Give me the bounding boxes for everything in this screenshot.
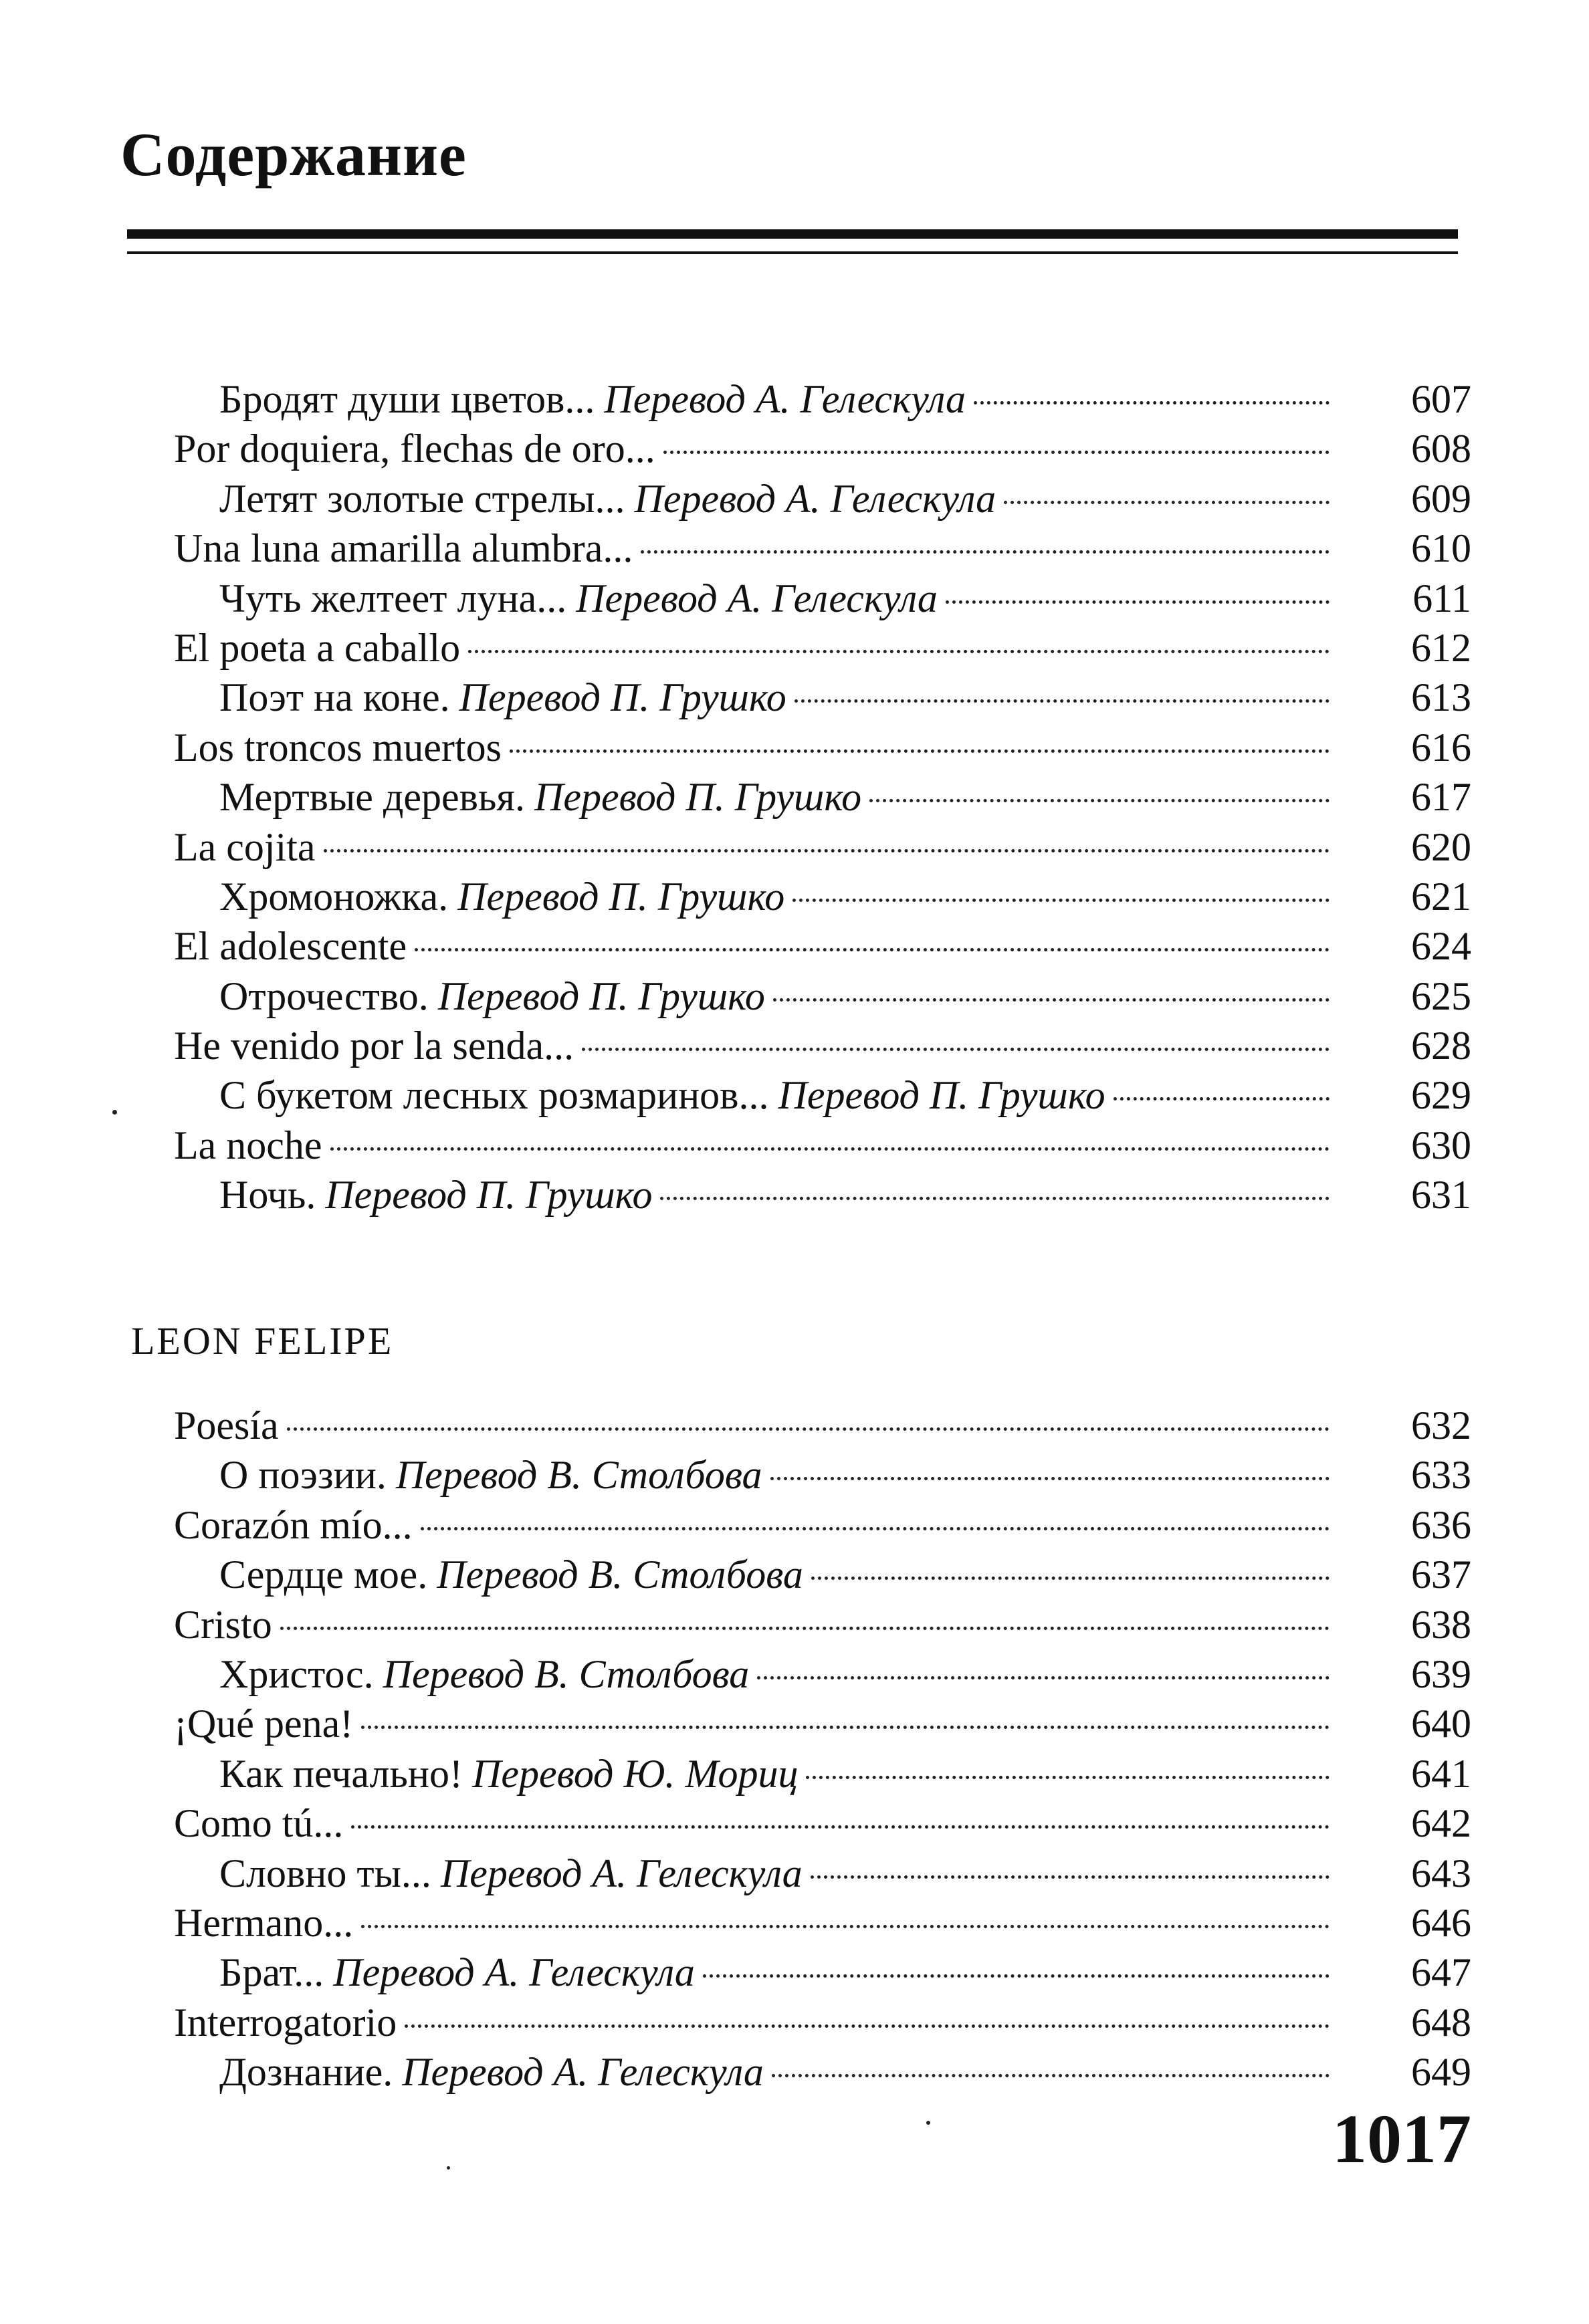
toc-entry-page: 613 [1411, 675, 1471, 720]
toc-entry-translator: Перевод П. Грушко [437, 973, 765, 1018]
toc-entry-page: 629 [1411, 1073, 1471, 1118]
toc-entry-text [174, 1998, 397, 2047]
page-title: Содержание [120, 120, 467, 189]
toc-entry-translator: Перевод В. Столбова [395, 1453, 762, 1498]
toc-entry-text [174, 524, 633, 573]
toc-entry [0, 1749, 1471, 1798]
toc-entry-translator: Перевод Ю. Мориц [471, 1751, 799, 1796]
toc-entry [0, 772, 1471, 822]
toc-entry-page: 625 [1411, 973, 1471, 1018]
toc-entry [0, 921, 1471, 971]
toc-entry-text [174, 1600, 272, 1649]
dot-leader [869, 799, 1330, 802]
dot-leader [811, 1577, 1330, 1580]
toc-entry-title: Отрочество. [219, 973, 429, 1018]
toc-entry-title: Una luna amarilla alumbra... [174, 526, 633, 571]
toc-entry-title: Como tú... [174, 1801, 344, 1846]
toc-entry-text [219, 872, 784, 921]
toc-entry-title: Мертвые деревья. [219, 775, 525, 820]
toc-entry [0, 574, 1471, 623]
toc-entry-title: ¡Qué pena! [174, 1702, 354, 1746]
toc-entry-page: 643 [1411, 1851, 1471, 1895]
toc-entry-text [174, 1699, 353, 1748]
toc-entry-title: Los troncos muertos [174, 725, 502, 770]
dot-leader [330, 1147, 1330, 1151]
toc-entry-title: La noche [174, 1123, 322, 1167]
toc-entry-page: 633 [1411, 1453, 1471, 1498]
toc-entry-title: Поэт на коне. [219, 675, 450, 720]
toc-entry-page: 611 [1412, 576, 1471, 620]
page-number: 1017 [1332, 2101, 1471, 2178]
toc-entry-title: Чуть желтеет луна... [219, 576, 567, 620]
dot-leader [415, 948, 1330, 951]
dot-leader [287, 1427, 1330, 1431]
toc-entry [0, 822, 1471, 872]
toc-entry-translator: Перевод П. Грушко [457, 874, 785, 919]
dot-leader [792, 899, 1330, 902]
toc-entry-page: 608 [1411, 427, 1471, 471]
toc-entry-page: 641 [1411, 1751, 1471, 1796]
toc-entry-text [219, 1550, 803, 1599]
toc-entry [0, 1121, 1471, 1170]
dot-leader [405, 2024, 1330, 2028]
toc-entry [0, 1401, 1471, 1450]
toc-entry-title: La cojita [174, 824, 316, 869]
toc-entry-title: Брат... [219, 1950, 324, 1995]
toc-entry-title: С букетом лесных розмаринов... [219, 1073, 769, 1118]
toc-entry-page: 609 [1411, 476, 1471, 521]
toc-entry-page: 647 [1411, 1950, 1471, 1995]
dot-leader [361, 1726, 1330, 1729]
toc-entry-translator: Перевод В. Столбова [437, 1552, 803, 1597]
toc-entry-title: Ночь. [219, 1173, 316, 1217]
toc-list-block-a [0, 374, 1589, 1220]
toc-entry-title: Словно ты... [219, 1851, 431, 1895]
dot-leader [280, 1627, 1330, 1630]
toc-entry-text [174, 1500, 413, 1550]
toc-entry-text [219, 574, 938, 623]
toc-list-block-b [0, 1401, 1589, 2097]
toc-entry-page: 646 [1411, 1900, 1471, 1945]
toc-entry [0, 1550, 1471, 1599]
toc-entry-text [174, 1121, 322, 1170]
scan-speck [112, 1110, 117, 1115]
toc-entry-text [174, 723, 502, 772]
toc-entry [0, 723, 1471, 772]
toc-entry-page: 631 [1411, 1173, 1471, 1217]
toc-entry-page: 610 [1411, 526, 1471, 571]
toc-entry-title: О поэзии. [219, 1453, 387, 1498]
toc-entry-translator: Перевод П. Грушко [534, 775, 862, 820]
toc-entry-text [219, 772, 861, 822]
toc-entry-page: 649 [1411, 2050, 1471, 2095]
toc-entry-text [219, 673, 786, 722]
dot-leader [361, 1925, 1330, 1928]
dot-leader [806, 1776, 1330, 1779]
toc-entry-text [219, 971, 765, 1021]
toc-entry-text [219, 1948, 695, 1997]
toc-entry-text [219, 1749, 798, 1798]
toc-entry-text [219, 374, 966, 424]
toc-entry-text [174, 1401, 279, 1450]
toc-entry-title: Сердце мое. [219, 1552, 428, 1597]
toc-entry [0, 524, 1471, 573]
dot-leader [794, 699, 1330, 703]
toc-entry [0, 1649, 1471, 1699]
dot-leader [946, 600, 1330, 604]
header-rule-thick [127, 229, 1458, 239]
toc-entry-text [219, 1170, 652, 1219]
toc-entry-translator: Перевод А. Гелескула [604, 377, 966, 421]
dot-leader [770, 1477, 1330, 1480]
toc-entry [0, 971, 1471, 1021]
toc-entry-translator: Перевод В. Столбова [383, 1651, 750, 1696]
dot-leader [468, 650, 1330, 653]
toc-entry-title: Как печально! [219, 1751, 463, 1796]
toc-entry-page: 607 [1411, 377, 1471, 421]
toc-entry-page: 628 [1411, 1024, 1471, 1068]
toc-entry-page: 620 [1411, 824, 1471, 869]
toc-entry-text [174, 1898, 353, 1948]
toc-entry-text [219, 1070, 1105, 1120]
scan-speck [447, 2166, 450, 2170]
toc-entry-translator: Перевод А. Гелескула [402, 2050, 764, 2095]
toc-entry-text [219, 474, 996, 524]
toc-entry [0, 1021, 1471, 1070]
toc-entry-title: El poeta a caballo [174, 625, 461, 670]
toc-entry-text [174, 623, 460, 673]
toc-entry-text [174, 1021, 574, 1070]
toc-entry-page: 616 [1411, 725, 1471, 770]
toc-entry [0, 1450, 1471, 1500]
toc-entry-translator: Перевод П. Грушко [325, 1173, 653, 1217]
toc-entry [0, 374, 1471, 424]
header-rule-thin [127, 251, 1458, 254]
toc-entry-text [219, 1450, 762, 1500]
toc-entry-text [174, 822, 316, 872]
toc-entry [0, 1600, 1471, 1649]
toc-entry-translator: Перевод П. Грушко [459, 675, 786, 720]
dot-leader [663, 451, 1330, 454]
toc-entry-page: 612 [1411, 625, 1471, 670]
toc-entry-page: 648 [1411, 2000, 1471, 2045]
toc-entry-title: Por doquiera, flechas de oro... [174, 427, 655, 471]
toc-entry-title: He venido por la senda... [174, 1024, 574, 1068]
toc-entry-text [219, 1649, 749, 1699]
toc-entry-title: Летят золотые стрелы... [219, 476, 625, 521]
toc-entry [0, 424, 1471, 473]
toc-entry-title: Христос. [219, 1651, 374, 1696]
scan-speck [926, 2121, 930, 2125]
toc-entry-title: Poesía [174, 1403, 279, 1447]
dot-leader [772, 2074, 1330, 2077]
toc-entry-title: Хромоножка. [219, 874, 449, 919]
toc-entry-translator: Перевод П. Грушко [778, 1073, 1105, 1118]
toc-entry-page: 640 [1411, 1702, 1471, 1746]
toc-entry [0, 623, 1471, 673]
toc-entry-page: 617 [1411, 775, 1471, 820]
toc-entry-text [219, 2047, 764, 2097]
dot-leader [510, 749, 1330, 753]
toc-entry [0, 1699, 1471, 1748]
toc-entry-page: 637 [1411, 1552, 1471, 1597]
toc-entry-page: 642 [1411, 1801, 1471, 1846]
dot-leader [1114, 1097, 1330, 1100]
toc-entry-text [174, 921, 407, 971]
toc-entry [0, 872, 1471, 921]
dot-leader [703, 1974, 1330, 1978]
toc-entry-title: Бродят души цветов... [219, 377, 595, 421]
dot-leader [582, 1048, 1330, 1051]
toc-entry-title: Interrogatorio [174, 2000, 397, 2045]
toc-entry [0, 1500, 1471, 1550]
toc-entry [0, 1798, 1471, 1848]
toc-entry [0, 2047, 1471, 2097]
dot-leader [641, 550, 1330, 554]
dot-leader [660, 1197, 1330, 1200]
toc-entry [0, 673, 1471, 722]
toc-entry [0, 1998, 1471, 2047]
toc-entry-text [174, 1798, 343, 1848]
toc-entry-text [174, 424, 655, 473]
dot-leader [974, 401, 1330, 404]
toc-entry [0, 1898, 1471, 1948]
dot-leader [421, 1527, 1330, 1530]
toc-entry-page: 621 [1411, 874, 1471, 919]
dot-leader [811, 1875, 1330, 1879]
toc-entry-title: El adolescente [174, 924, 407, 969]
dot-leader [324, 849, 1330, 852]
dot-leader [1004, 501, 1330, 504]
toc-entry-translator: Перевод А. Гелескула [440, 1851, 803, 1895]
toc-entry-translator: Перевод А. Гелескула [634, 476, 996, 521]
toc-entry [0, 1170, 1471, 1219]
toc-entry-page: 638 [1411, 1602, 1471, 1647]
toc-entry [0, 1948, 1471, 1997]
section-title: LEON FELIPE [131, 1319, 394, 1363]
toc-entry-page: 636 [1411, 1502, 1471, 1547]
dot-leader [351, 1825, 1330, 1829]
toc-entry-page: 624 [1411, 924, 1471, 969]
dot-leader [773, 998, 1330, 1002]
toc-entry-title: Дознание. [219, 2050, 393, 2095]
toc-entry [0, 1849, 1471, 1898]
toc-entry-translator: Перевод А. Гелескула [333, 1950, 695, 1995]
dot-leader [757, 1676, 1330, 1679]
toc-entry-translator: Перевод А. Гелескула [576, 576, 938, 620]
toc-entry-page: 639 [1411, 1651, 1471, 1696]
toc-entry-title: Corazón mío... [174, 1502, 413, 1547]
toc-entry-title: Cristo [174, 1602, 272, 1647]
toc-entry-page: 632 [1411, 1403, 1471, 1447]
toc-entry-page: 630 [1411, 1123, 1471, 1167]
toc-entry [0, 1070, 1471, 1120]
toc-entry-title: Hermano... [174, 1900, 354, 1945]
toc-entry-text [219, 1849, 803, 1898]
toc-entry [0, 474, 1471, 524]
